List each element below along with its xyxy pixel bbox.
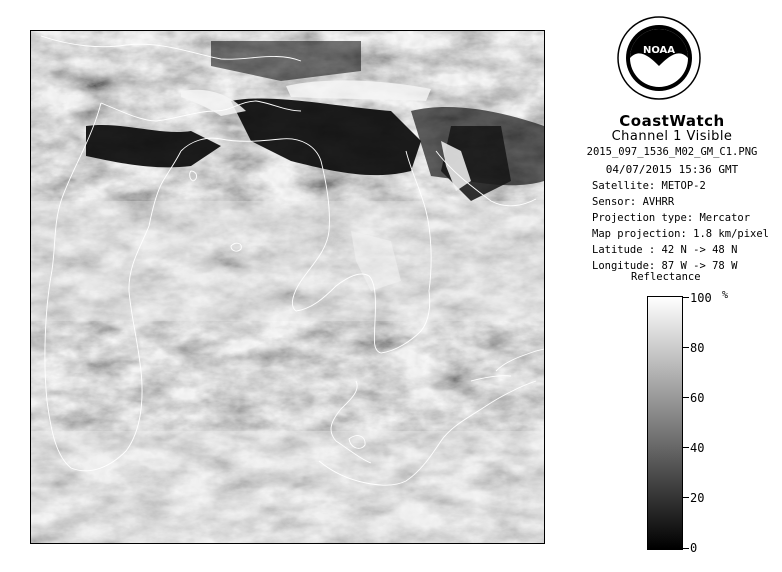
satellite-map: [30, 30, 545, 544]
colorbar-tick: [683, 347, 689, 348]
colorbar-tick: [683, 447, 689, 448]
logo-text: NOAA: [642, 45, 676, 56]
colorbar-tick: [683, 497, 689, 498]
meta-projection-type: Projection type: Mercator: [592, 212, 751, 224]
colorbar-label-40: 40: [690, 441, 705, 455]
colorbar-label-100: 100: [690, 291, 712, 305]
meta-latitude: Latitude : 42 N -> 48 N: [592, 244, 738, 256]
colorbar-label-0: 0: [690, 541, 698, 555]
colorbar-tick: [683, 548, 689, 549]
colorbar-label-60: 60: [690, 391, 705, 405]
noaa-logo-icon: [617, 16, 701, 100]
colorbar-label-20: 20: [690, 491, 705, 505]
colorbar: [647, 296, 683, 550]
colorbar-title: Reflectance: [631, 271, 701, 283]
date-time: 04/07/2015 15:36 GMT: [605, 163, 739, 176]
colorbar-tick: [683, 297, 689, 298]
meta-map-projection: Map projection: 1.8 km/pixel: [592, 228, 770, 240]
app-title: CoastWatch: [619, 112, 725, 130]
file-name: 2015_097_1536_M02_GM_C1.PNG: [586, 146, 758, 158]
colorbar-unit: %: [722, 290, 729, 301]
meta-longitude: Longitude: 87 W -> 78 W: [592, 260, 738, 272]
colorbar-tick: [683, 397, 689, 398]
channel-label: Channel 1 Visible: [611, 129, 733, 144]
colorbar-label-80: 80: [690, 341, 705, 355]
meta-sensor: Sensor: AVHRR: [592, 196, 675, 208]
meta-satellite: Satellite: METOP-2: [592, 180, 706, 192]
